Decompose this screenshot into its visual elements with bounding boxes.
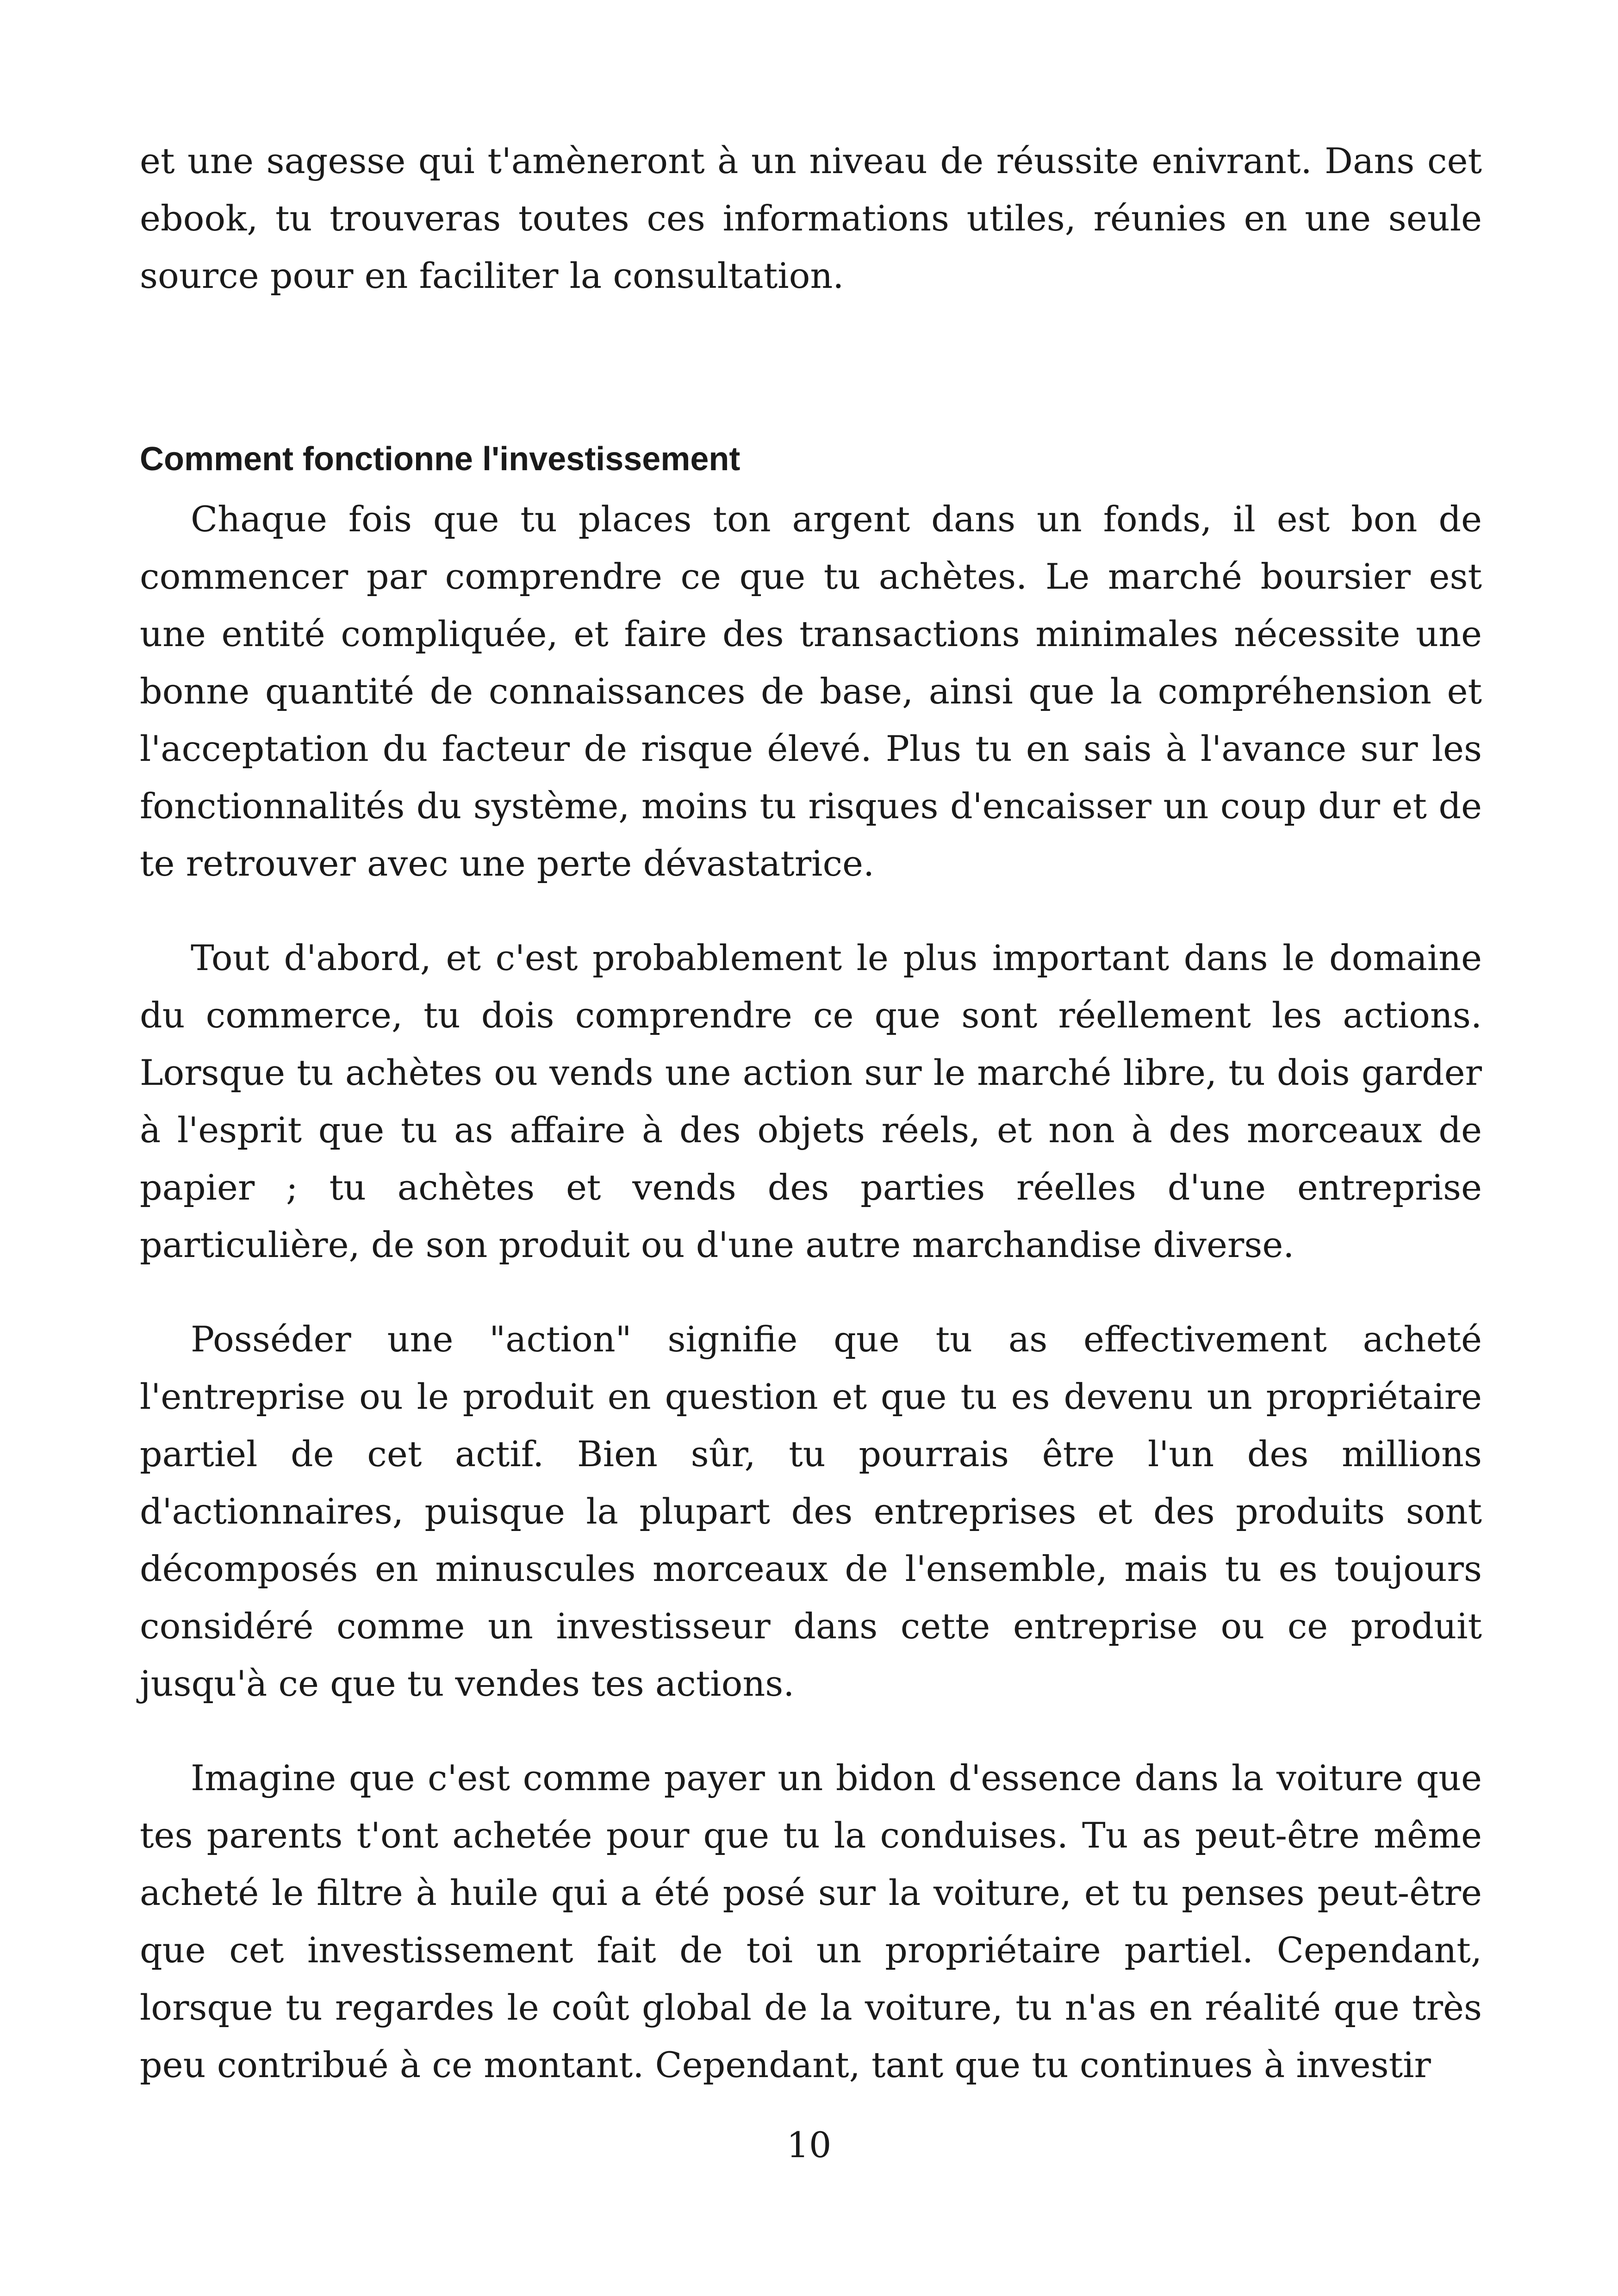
- body-paragraph-3: Posséder une "action" signifie que tu as effectivement acheté l'entreprise ou le produit en question et que tu es devenu un propriétaire partiel de cet actif. Bien sûr, tu pourrais être l'un des millions d'actionnaires, puisque la plupart des entreprises et des produits sont décomposés en minuscules morceaux de l'ensemble, mais tu es toujours considéré comme un investisseur dans cette entreprise ou ce produit jusqu'à ce que tu vendes tes actions.: [140, 1319, 1482, 1704]
- paragraph-gap: [140, 1712, 1482, 1749]
- paragraph-gap: [140, 1274, 1482, 1311]
- body-paragraph-2: Tout d'abord, et c'est probablement le plus important dans le domaine du commerce, tu dois comprendre ce que sont réellement les actions. Lorsque tu achètes ou vends une action sur le marché libre, tu dois garder à l'esprit que tu as affaire à des objets réels, et non à des morceaux de papier ; tu achètes et vends des parties réelles d'une entreprise particulière, de son produit ou d'une autre marchandise diverse.: [140, 937, 1482, 1265]
- intro-paragraph: et une sagesse qui t'amèneront à un niveau de réussite enivrant. Dans cet ebook, tu trouveras toutes ces informations utiles, réunies en une seule source pour en faciliter la consultation.: [140, 140, 1482, 296]
- section-heading: Comment fonctionne l'investissement: [140, 441, 741, 478]
- body-paragraph-1: Chaque fois que tu places ton argent dans un fonds, il est bon de commencer par comprendre ce que tu achètes. Le marché boursier est une entité compliquée, et faire des transactions minimales nécessite une bonne quantité de connaissances de base, ainsi que la compréhension et l'acceptation du facteur de risque élevé. Plus tu en sais à l'avance sur les fonctionnalités du système, moins tu risques d'encaisser un coup dur et de te retrouver avec une perte dévastatrice.: [140, 498, 1482, 884]
- page-body: [140, 132, 1482, 2094]
- page-number: 10: [786, 2124, 832, 2165]
- body-paragraph-4: Imagine que c'est comme payer un bidon d'essence dans la voiture que tes parents t'ont achetée pour que tu la conduises. Tu as peut-être même acheté le filtre à huile qui a été posé sur la voiture, et tu penses peut-être que cet investissement fait de toi un propriétaire partiel. Cependant, lorsque tu regardes le coût global de la voiture, tu n'as en réalité que très peu contribué à ce montant. Cependant, tant que tu continues à investir: [140, 1757, 1482, 2085]
- section-spacer: [140, 305, 1482, 430]
- paragraph-gap: [140, 892, 1482, 929]
